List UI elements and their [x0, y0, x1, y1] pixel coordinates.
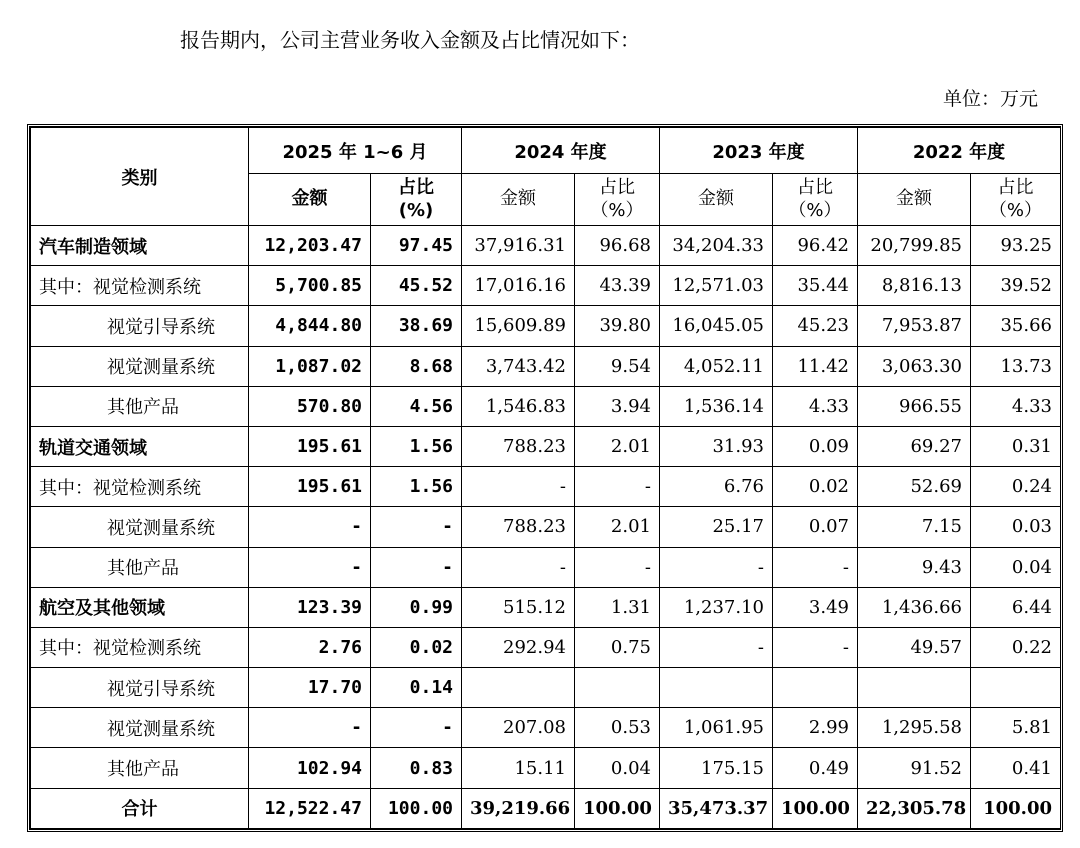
- amount-cell: 6.76: [660, 467, 773, 507]
- ratio-cell: -: [773, 547, 858, 587]
- ratio-cell: 0.31: [971, 426, 1061, 466]
- ratio-cell: 96.68: [575, 226, 660, 266]
- amount-cell: 17.70: [249, 668, 371, 708]
- ratio-cell: 0.41: [971, 748, 1061, 788]
- ratio-cell: -: [371, 547, 462, 587]
- ratio-cell: 0.04: [575, 748, 660, 788]
- ratio-cell: 0.53: [575, 708, 660, 748]
- amount-cell: -: [660, 627, 773, 667]
- row-label: 视觉测量系统: [31, 708, 249, 748]
- table-row: [31, 587, 1061, 627]
- ratio-cell: [575, 668, 660, 708]
- amount-cell: 7.15: [858, 507, 971, 547]
- amount-cell: 39,219.66: [462, 788, 575, 828]
- table-row: [31, 266, 1061, 306]
- table-row: [31, 748, 1061, 788]
- row-label: 其他产品: [31, 547, 249, 587]
- table-row: [31, 627, 1061, 667]
- ratio-cell: 4.33: [971, 386, 1061, 426]
- amount-cell: 966.55: [858, 386, 971, 426]
- table-row: [31, 668, 1061, 708]
- amount-cell: 570.80: [249, 386, 371, 426]
- amount-cell: 15.11: [462, 748, 575, 788]
- amount-header: 金额: [858, 174, 971, 226]
- ratio-cell: 0.83: [371, 748, 462, 788]
- ratio-cell: 4.56: [371, 386, 462, 426]
- ratio-cell: 0.02: [773, 467, 858, 507]
- ratio-cell: 0.09: [773, 426, 858, 466]
- amount-cell: 8,816.13: [858, 266, 971, 306]
- ratio-header-unit: （%）: [590, 199, 644, 221]
- ratio-cell: 96.42: [773, 226, 858, 266]
- ratio-cell: 35.66: [971, 306, 1061, 346]
- amount-cell: 16,045.05: [660, 306, 773, 346]
- revenue-table-container: [27, 124, 1063, 832]
- amount-cell: 1,087.02: [249, 346, 371, 386]
- amount-cell: 1,237.10: [660, 587, 773, 627]
- amount-cell: 15,609.89: [462, 306, 575, 346]
- unit-label: 单位：万元: [942, 88, 1038, 110]
- row-label: 合计: [31, 788, 249, 828]
- amount-cell: [660, 668, 773, 708]
- ratio-cell: [971, 668, 1061, 708]
- amount-cell: -: [462, 467, 575, 507]
- amount-cell: 20,799.85: [858, 226, 971, 266]
- row-label: 视觉测量系统: [31, 507, 249, 547]
- amount-cell: 34,204.33: [660, 226, 773, 266]
- ratio-header-unit: (%): [398, 199, 434, 221]
- ratio-header: [575, 174, 660, 226]
- table-row: [31, 386, 1061, 426]
- ratio-header-label: 占比: [997, 177, 1034, 198]
- ratio-cell: 43.39: [575, 266, 660, 306]
- ratio-cell: 9.54: [575, 346, 660, 386]
- ratio-cell: 3.94: [575, 386, 660, 426]
- row-label: 汽车制造领域: [31, 226, 249, 266]
- table-row: [31, 507, 1061, 547]
- row-label: 航空及其他领域: [31, 587, 249, 627]
- ratio-cell: 100.00: [575, 788, 660, 828]
- amount-cell: 52.69: [858, 467, 971, 507]
- ratio-cell: 100.00: [371, 788, 462, 828]
- ratio-cell: 0.22: [971, 627, 1061, 667]
- ratio-cell: -: [371, 708, 462, 748]
- amount-cell: 49.57: [858, 627, 971, 667]
- ratio-cell: 97.45: [371, 226, 462, 266]
- ratio-cell: 2.99: [773, 708, 858, 748]
- amount-cell: 31.93: [660, 426, 773, 466]
- row-label: 视觉测量系统: [31, 346, 249, 386]
- amount-cell: 4,844.80: [249, 306, 371, 346]
- amount-cell: 292.94: [462, 627, 575, 667]
- ratio-cell: 100.00: [773, 788, 858, 828]
- table-row: [31, 346, 1061, 386]
- row-label: 轨道交通领域: [31, 426, 249, 466]
- ratio-cell: 100.00: [971, 788, 1061, 828]
- ratio-cell: 45.23: [773, 306, 858, 346]
- amount-cell: 3,063.30: [858, 346, 971, 386]
- amount-cell: -: [660, 547, 773, 587]
- amount-cell: 207.08: [462, 708, 575, 748]
- category-header: 类别: [31, 128, 249, 226]
- intro-text: 报告期内，公司主营业务收入金额及占比情况如下：: [180, 28, 640, 52]
- amount-cell: 1,546.83: [462, 386, 575, 426]
- amount-cell: 4,052.11: [660, 346, 773, 386]
- ratio-cell: 1.56: [371, 467, 462, 507]
- table-row: [31, 708, 1061, 748]
- amount-cell: [858, 668, 971, 708]
- amount-cell: 9.43: [858, 547, 971, 587]
- table-row: [31, 467, 1061, 507]
- amount-cell: 1,295.58: [858, 708, 971, 748]
- period-header-2024: 2024 年度: [462, 128, 660, 174]
- amount-cell: 12,203.47: [249, 226, 371, 266]
- row-label: 视觉引导系统: [31, 306, 249, 346]
- ratio-header-unit: （%）: [788, 199, 842, 221]
- amount-header: 金额: [249, 174, 371, 226]
- amount-cell: 12,522.47: [249, 788, 371, 828]
- ratio-cell: 35.44: [773, 266, 858, 306]
- header-row-periods: [31, 128, 1061, 174]
- amount-cell: -: [462, 547, 575, 587]
- ratio-cell: 0.49: [773, 748, 858, 788]
- ratio-cell: 2.01: [575, 507, 660, 547]
- ratio-header-unit: （%）: [988, 199, 1043, 221]
- ratio-cell: 0.99: [371, 587, 462, 627]
- ratio-header-label: 占比: [398, 177, 434, 198]
- ratio-cell: -: [575, 547, 660, 587]
- amount-cell: -: [249, 507, 371, 547]
- amount-header: 金额: [462, 174, 575, 226]
- row-label: 其他产品: [31, 748, 249, 788]
- amount-cell: -: [249, 547, 371, 587]
- ratio-cell: 4.33: [773, 386, 858, 426]
- ratio-cell: -: [575, 467, 660, 507]
- amount-cell: 788.23: [462, 426, 575, 466]
- ratio-cell: 11.42: [773, 346, 858, 386]
- ratio-cell: 0.03: [971, 507, 1061, 547]
- table-row: [31, 306, 1061, 346]
- ratio-cell: 0.02: [371, 627, 462, 667]
- ratio-cell: 45.52: [371, 266, 462, 306]
- ratio-cell: -: [371, 507, 462, 547]
- amount-cell: 195.61: [249, 426, 371, 466]
- amount-cell: 5,700.85: [249, 266, 371, 306]
- total-row: [31, 788, 1061, 828]
- amount-cell: 1,536.14: [660, 386, 773, 426]
- ratio-cell: 0.24: [971, 467, 1061, 507]
- ratio-header-label: 占比: [797, 177, 833, 198]
- ratio-header: [371, 174, 462, 226]
- ratio-cell: 6.44: [971, 587, 1061, 627]
- amount-cell: 123.39: [249, 587, 371, 627]
- ratio-cell: 0.14: [371, 668, 462, 708]
- amount-cell: 175.15: [660, 748, 773, 788]
- amount-cell: 12,571.03: [660, 266, 773, 306]
- ratio-cell: 0.04: [971, 547, 1061, 587]
- ratio-cell: [773, 668, 858, 708]
- revenue-table: [30, 127, 1061, 829]
- amount-cell: 1,436.66: [858, 587, 971, 627]
- amount-cell: [462, 668, 575, 708]
- ratio-header: [971, 174, 1061, 226]
- ratio-cell: 0.75: [575, 627, 660, 667]
- ratio-cell: 1.31: [575, 587, 660, 627]
- ratio-cell: 13.73: [971, 346, 1061, 386]
- amount-cell: 37,916.31: [462, 226, 575, 266]
- amount-cell: 91.52: [858, 748, 971, 788]
- ratio-cell: 8.68: [371, 346, 462, 386]
- amount-cell: 69.27: [858, 426, 971, 466]
- amount-cell: 35,473.37: [660, 788, 773, 828]
- amount-cell: 195.61: [249, 467, 371, 507]
- amount-cell: 25.17: [660, 507, 773, 547]
- ratio-cell: 3.49: [773, 587, 858, 627]
- row-label: 其他产品: [31, 386, 249, 426]
- ratio-cell: 2.01: [575, 426, 660, 466]
- period-header-2025h1: 2025 年 1~6 月: [249, 128, 462, 174]
- ratio-cell: 1.56: [371, 426, 462, 466]
- row-label: 其中：视觉检测系统: [31, 467, 249, 507]
- amount-cell: 22,305.78: [858, 788, 971, 828]
- row-label: 其中：视觉检测系统: [31, 266, 249, 306]
- ratio-cell: -: [773, 627, 858, 667]
- table-row: [31, 547, 1061, 587]
- amount-cell: 1,061.95: [660, 708, 773, 748]
- amount-cell: 102.94: [249, 748, 371, 788]
- amount-cell: 515.12: [462, 587, 575, 627]
- ratio-cell: 5.81: [971, 708, 1061, 748]
- amount-cell: 788.23: [462, 507, 575, 547]
- amount-cell: -: [249, 708, 371, 748]
- amount-header: 金额: [660, 174, 773, 226]
- ratio-cell: 38.69: [371, 306, 462, 346]
- amount-cell: 17,016.16: [462, 266, 575, 306]
- table-row: [31, 426, 1061, 466]
- ratio-cell: 39.52: [971, 266, 1061, 306]
- ratio-cell: 93.25: [971, 226, 1061, 266]
- amount-cell: 7,953.87: [858, 306, 971, 346]
- amount-cell: 3,743.42: [462, 346, 575, 386]
- row-label: 其中：视觉检测系统: [31, 627, 249, 667]
- period-header-2022: 2022 年度: [858, 128, 1061, 174]
- table-body: [31, 226, 1061, 829]
- ratio-cell: 39.80: [575, 306, 660, 346]
- row-label: 视觉引导系统: [31, 668, 249, 708]
- ratio-cell: 0.07: [773, 507, 858, 547]
- ratio-header-label: 占比: [599, 177, 635, 198]
- amount-cell: 2.76: [249, 627, 371, 667]
- period-header-2023: 2023 年度: [660, 128, 858, 174]
- ratio-header: [773, 174, 858, 226]
- table-row: [31, 226, 1061, 266]
